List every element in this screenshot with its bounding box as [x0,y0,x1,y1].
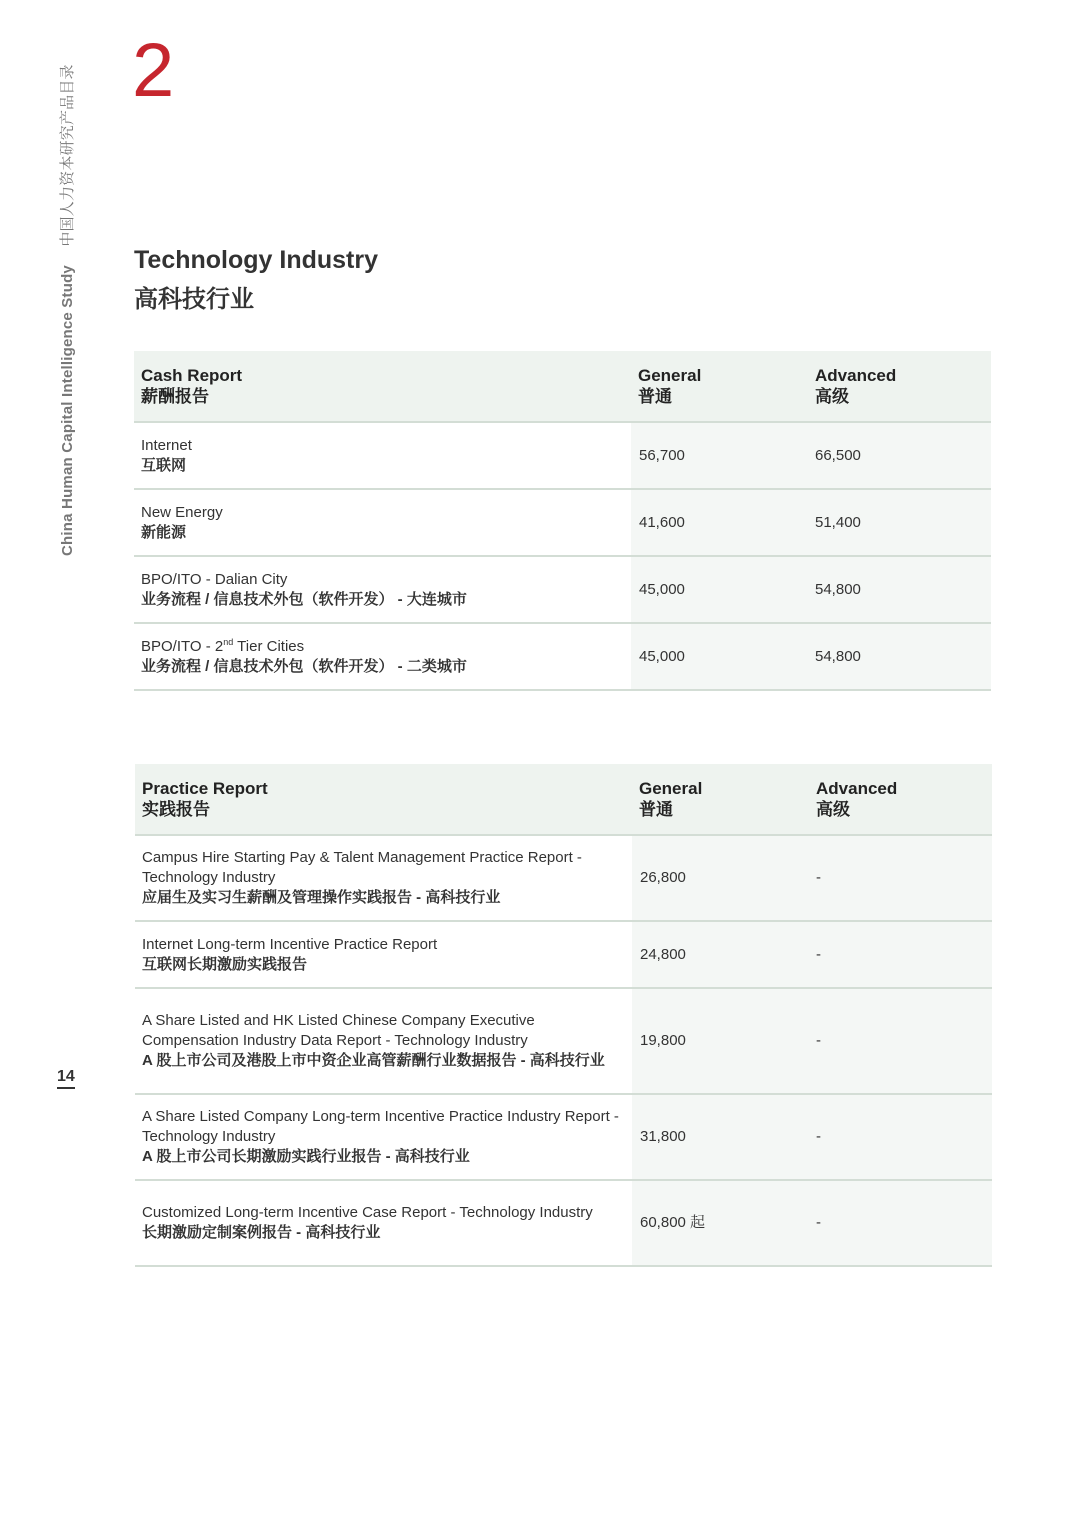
general-price-cell: 41,600 [631,489,808,556]
report-name-en: Internet Long-term Incentive Practice Report [142,935,438,953]
table-row [135,1180,992,1266]
general-column-header [631,351,808,422]
side-title-cn: 中国人力资本研究产品目录 [59,64,76,247]
advanced-column-header [809,764,992,835]
table-row [134,556,991,623]
advanced-price-cell: - [809,921,992,988]
general-column-header [632,764,809,835]
practice-report-header [135,764,632,835]
advanced-column-header [808,351,991,422]
general-price-cell: 56,700 [631,422,808,489]
ordinal-suffix: nd [223,636,234,647]
header-general-en: General [639,779,703,798]
header-general-cn: 普通 [639,800,673,819]
report-name-cn: 互联网长期激励实践报告 [142,955,308,973]
report-name-en: Customized Long-term Incentive Case Report - Technology Industry [142,1204,593,1221]
report-name-en [141,637,631,657]
report-name-en: BPO/ITO - Dalian City [141,570,288,588]
practice-report-table [135,764,992,1267]
report-name-cell [134,422,631,489]
general-price-cell: 26,800 [632,835,809,921]
report-name-cell [134,489,631,556]
general-price-cell: 19,800 [632,988,809,1094]
advanced-price-cell: 66,500 [808,422,991,489]
report-name-en: A Share Listed Company Long-term Incentive Practice Industry Report - Technology Industry [142,1108,619,1145]
table-row [135,921,992,988]
header-name-en: Cash Report [141,366,243,385]
header-name-cn: 薪酬报告 [141,387,209,406]
section-title-en: Technology Industry [134,246,378,274]
general-price-cell: 31,800 [632,1094,809,1180]
side-title-en: China Human Capital Intelligence Study [59,265,76,556]
table-row [135,835,992,921]
vertical-side-title [56,64,77,556]
general-price-cell: 60,800 起 [632,1180,809,1266]
report-name-cn: 业务流程 / 信息技术外包（软件开发） - 大连城市 [141,590,467,608]
report-name-en: Internet [141,436,192,454]
report-name-en: A Share Listed and HK Listed Chinese Company Executive Compensation Industry Data Report - Technology Industry [142,1012,535,1049]
page-number: 14 [57,1068,75,1089]
table-row [135,1094,992,1180]
table-row [134,422,991,489]
general-price-cell: 24,800 [632,921,809,988]
report-name-cn: 长期激励定制案例报告 - 高科技行业 [142,1224,381,1241]
header-advanced-en: Advanced [816,779,898,798]
header-name-en: Practice Report [142,779,268,798]
header-general-cn: 普通 [638,387,672,406]
report-name-cell [135,921,632,988]
report-name-en-part: BPO/ITO - 2 [141,637,224,655]
table-header-row [134,351,991,422]
report-name-cell [134,623,631,690]
cash-report-table [134,351,991,691]
advanced-price-cell: - [809,988,992,1094]
advanced-price-cell: 54,800 [808,623,991,690]
advanced-price-cell: - [809,1180,992,1266]
report-name-en: New Energy [141,503,223,521]
report-name-cell [135,1094,632,1180]
report-name-cn: 互联网 [141,456,187,474]
report-name-cell [135,1180,632,1266]
report-name-cn: 新能源 [141,523,187,541]
report-name-cn: A 股上市公司长期激励实践行业报告 - 高科技行业 [142,1148,470,1165]
table-row [134,623,991,690]
report-name-cell [135,988,632,1094]
advanced-price-cell: - [809,1094,992,1180]
header-advanced-cn: 高级 [815,387,849,406]
report-name-cn: 应届生及实习生薪酬及管理操作实践报告 - 高科技行业 [142,889,501,906]
header-advanced-en: Advanced [815,366,897,385]
header-advanced-cn: 高级 [816,800,850,819]
table-row [135,988,992,1094]
report-name-cell [134,556,631,623]
section-title-cn: 高科技行业 [134,286,254,313]
header-name-cn: 实践报告 [142,800,210,819]
chapter-number: 2 [132,28,175,113]
report-name-en: Campus Hire Starting Pay & Talent Management Practice Report - Technology Industry [142,849,582,886]
advanced-price-cell: 54,800 [808,556,991,623]
report-name-cell [135,835,632,921]
section-title [134,244,378,316]
table-row [134,489,991,556]
general-price-cell: 45,000 [631,556,808,623]
table-header-row [135,764,992,835]
report-name-cn: A 股上市公司及港股上市中资企业高管薪酬行业数据报告 - 高科技行业 [142,1052,605,1069]
report-name-en-part: Tier Cities [233,637,305,655]
advanced-price-cell: - [809,835,992,921]
advanced-price-cell: 51,400 [808,489,991,556]
general-price-cell: 45,000 [631,623,808,690]
report-name-cn: 业务流程 / 信息技术外包（软件开发） - 二类城市 [141,657,467,675]
header-general-en: General [638,366,702,385]
cash-report-header [134,351,631,422]
